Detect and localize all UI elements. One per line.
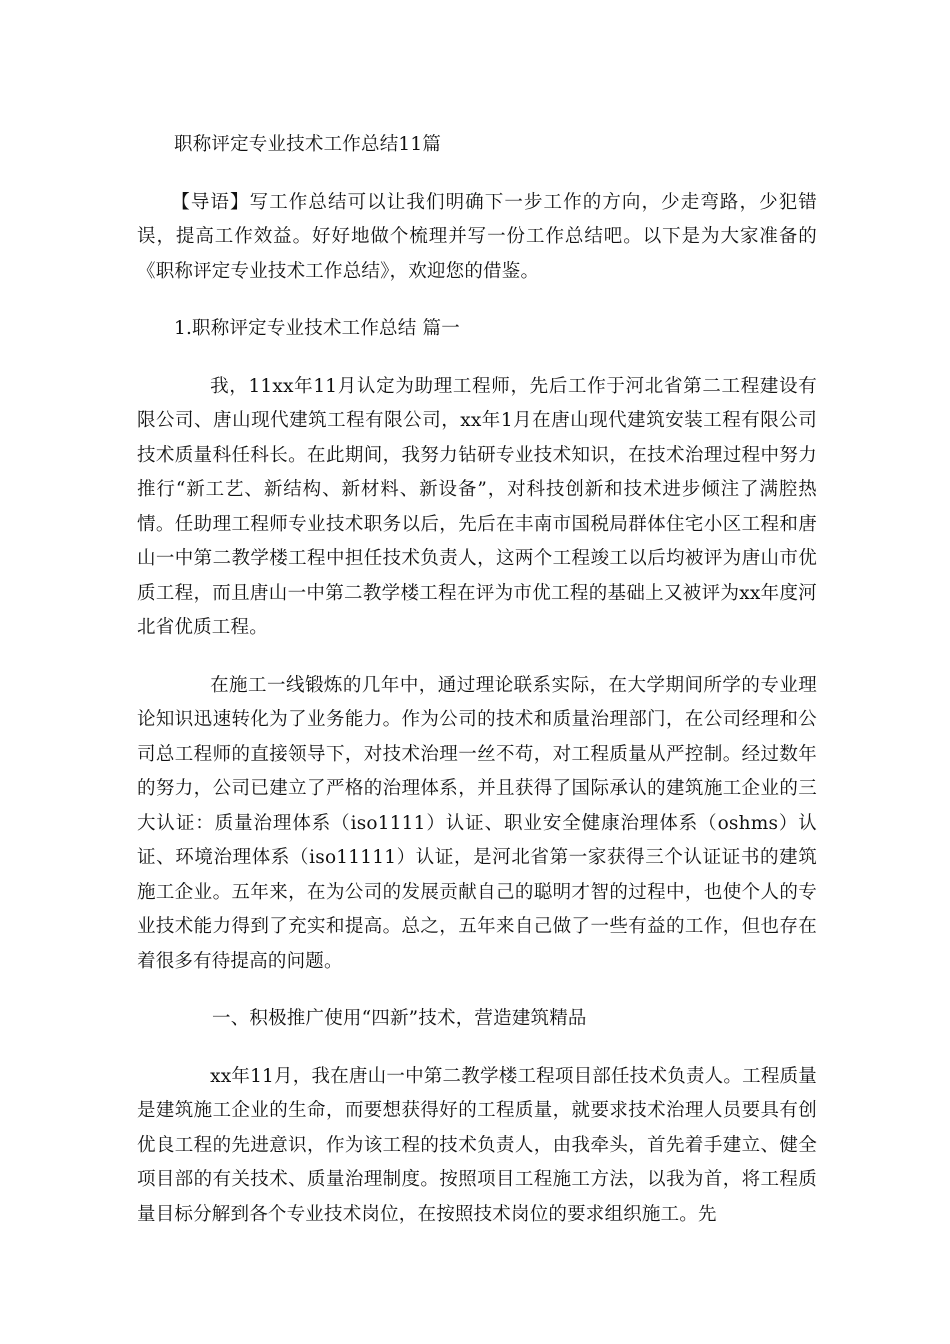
- intro-paragraph: 【导语】写工作总结可以让我们明确下一步工作的方向，少走弯路，少犯错误，提高工作效益。好好地做个梳理并写一份工作总结吧。以下是为大家准备的《职称评定专业技术工作总结》，欢迎您的借鉴。: [137, 191, 817, 282]
- sub-heading: 一、积极推广使用“四新”技术，营造建筑精品: [212, 1008, 587, 1029]
- body-paragraph-2: 在施工一线锻炼的几年中，通过理论联系实际，在大学期间所学的专业理论知识迅速转化为了业务能力。作为公司的技术和质量治理部门，在公司经理和公司总工程师的直接领导下，对技术治理一丝不苟，对工程质量从严控制。经过数年的努力，公司已建立了严格的治理体系，并且获得了国际承认的建筑施工企业的三大认证：质量治理体系（iso1111）认证、职业安全健康治理体系（oshms）认证、环境治理体系（iso11111）认证，是河北省第一家获得三个认证证书的建筑施工企业。五年来，在为公司的发展贡献自己的聪明才智的过程中，也使个人的专业技术能力得到了充实和提高。总之，五年来自己做了一些有益的工作，但也存在着很多有待提高的问题。: [137, 674, 817, 972]
- document-title: 职称评定专业技术工作总结11篇: [174, 134, 442, 155]
- document-body: [137, 128, 817, 1255]
- body-paragraph-3: xx年11月，我在唐山一中第二教学楼工程项目部任技术负责人。工程质量是建筑施工企业的生命，而要想获得好的工程质量，就要求技术治理人员要具有创优良工程的先进意识，作为该工程的技术负责人，由我牵头，首先着手建立、健全项目部的有关技术、质量治理制度。按照项目工程施工方法，以我为首，将工程质量目标分解到各个专业技术岗位，在按照技术岗位的要求组织施工。先: [137, 1065, 817, 1225]
- section-heading: 1.职称评定专业技术工作总结 篇一: [174, 318, 460, 339]
- body-paragraph-1: 我，11xx年11月认定为助理工程师，先后工作于河北省第二工程建设有限公司、唐山现代建筑工程有限公司，xx年1月在唐山现代建筑安装工程有限公司技术质量科任科长。在此期间，我努力钻研专业技术知识，在技术治理过程中努力推行“新工艺、新结构、新材料、新设备”，对科技创新和技术进步倾注了满腔热情。任助理工程师专业技术职务以后，先后在丰南市国税局群体住宅小区工程和唐山一中第二教学楼工程中担任技术负责人，这两个工程竣工以后均被评为唐山市优质工程，而且唐山一中第二教学楼工程在评为市优工程的基础上又被评为xx年度河北省优质工程。: [137, 375, 817, 638]
